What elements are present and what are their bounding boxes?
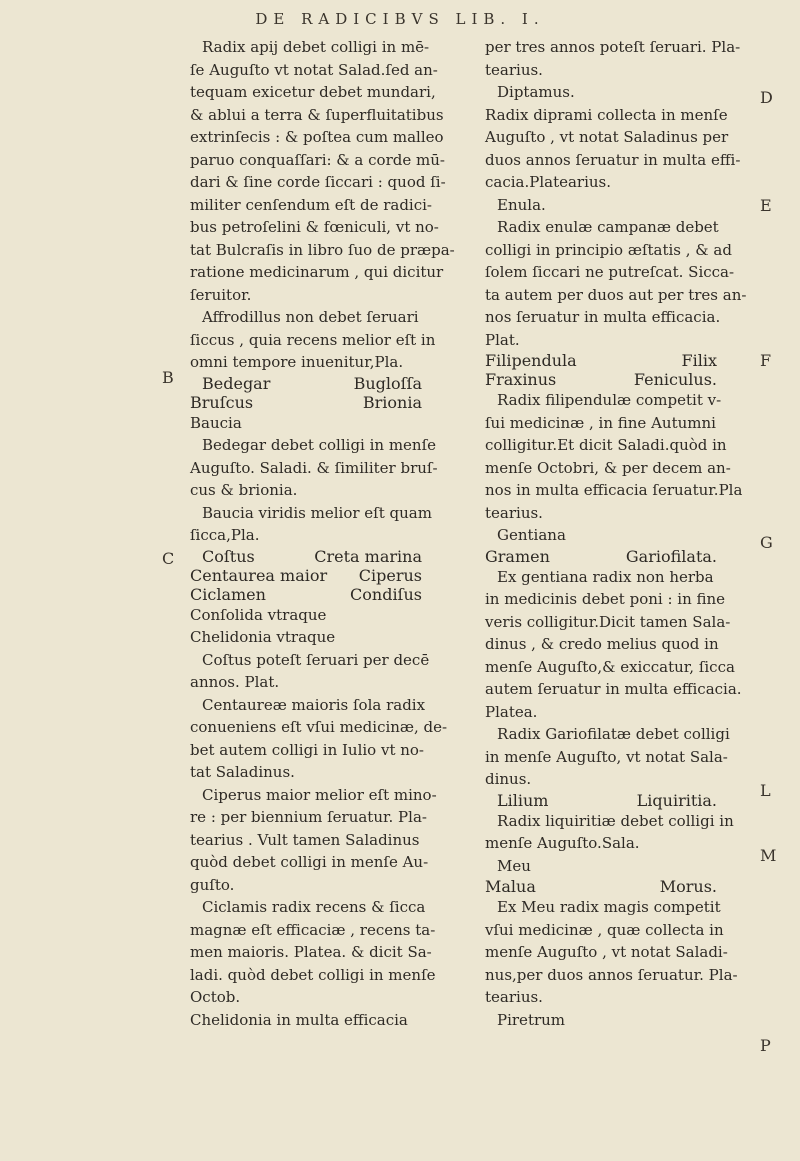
margin-letter-g: G <box>760 533 773 552</box>
text-line: ſiccus , quia recens melior eſt in <box>190 330 436 349</box>
text-line: tearius. <box>485 988 543 1006</box>
text-line: men maioris. Platea. & dicit Sa- <box>190 943 432 961</box>
herb-name: Liquiritia. <box>636 790 717 810</box>
text-line: magnæ eſt efficaciæ , recens ta- <box>190 920 436 939</box>
text-line: Octob. <box>190 988 241 1006</box>
text-line: Radix apij debet colligi in mē- <box>202 38 430 56</box>
herb-name: Filix <box>681 351 717 370</box>
text-line: dinus. <box>485 770 532 788</box>
text-line: bus petroſelini & fœniculi, vt no- <box>190 218 439 236</box>
text-line: extrinſecis : & poſtea cum malleo <box>190 128 444 146</box>
herb-name: Morus. <box>659 877 717 896</box>
text-line: ſe Auguſto vt notat Salad.ſed an- <box>190 60 438 79</box>
text-line: & ablui a terra & ſuperfluitatibus <box>190 105 444 124</box>
text-line: autem ſeruatur in multa efficacia. <box>485 680 742 698</box>
text-line: colligitur.Et dicit Saladi.quòd in <box>485 436 727 454</box>
text-line: ladi. quòd debet colligi in menſe <box>190 965 436 984</box>
text-line: Enula. <box>497 195 546 214</box>
text-line: annos. Plat. <box>190 673 280 691</box>
herb-name: Ciperus <box>358 565 422 585</box>
herb-name: Bugloſſa <box>353 373 422 393</box>
text-line: dari & ſine corde ſiccari : quod ſi- <box>190 173 446 191</box>
text-line: Auguſto , vt notat Saladinus per <box>485 128 729 146</box>
margin-letter-b: B <box>162 368 174 387</box>
text-line: ratione medicinarum , qui dicitur <box>190 263 444 281</box>
text-line: Conſolida vtraque <box>190 605 327 624</box>
herb-name: Bedegar <box>202 373 271 393</box>
text-line: Radix enulæ campanæ debet <box>497 218 719 236</box>
text-line: vſui medicinæ , quæ collecta in <box>485 920 724 939</box>
herb-name: Gariofilata. <box>625 546 717 566</box>
text-line: Affrodillus non debet ſeruari <box>202 308 419 326</box>
text-line: in medicinis debet poni : in fine <box>485 590 726 608</box>
text-line: Baucia <box>190 413 242 432</box>
herb-name: Bruſcus <box>190 392 254 412</box>
text-line: in menſe Auguſto, vt notat Sala- <box>485 747 728 766</box>
herb-name-pair <box>485 370 757 389</box>
margin-letter-c: C <box>162 549 175 568</box>
herb-name: Filipendula <box>485 351 577 370</box>
text-line: tequam exicetur debet mundari, <box>190 83 436 101</box>
text-line: ſicca,Pla. <box>190 526 260 544</box>
text-line: menſe Auguſto.Sala. <box>485 834 640 852</box>
text-line: per tres annos poteſt ſeruari. Pla- <box>485 38 741 56</box>
text-line: Meu <box>497 856 531 875</box>
text-line: cacia.Platearius. <box>485 173 612 191</box>
herb-name: Malua <box>485 877 536 896</box>
left-column <box>190 36 462 1031</box>
text-line: ſolem ſiccari ne putreſcat. Sicca- <box>485 263 735 281</box>
text-line: paruo conquaſſari: & a corde mū- <box>190 150 445 169</box>
text-line: Chelidonia vtraque <box>190 628 336 646</box>
herb-name: Lilium <box>497 790 549 810</box>
text-line: Piretrum <box>497 1010 566 1029</box>
text-line: Radix liquiritiæ debet colligi in <box>497 811 734 830</box>
margin-letter-p: P <box>760 1036 771 1055</box>
text-line: Auguſto. Saladi. & ſimiliter bruſ- <box>190 458 438 477</box>
text-line: menſe Octobri, & per decem an- <box>485 458 731 477</box>
text-line: guſto. <box>190 875 235 894</box>
text-line: re : per biennium ſeruatur. Pla- <box>190 808 427 826</box>
text-line: duos annos ſeruatur in multa effi- <box>485 150 741 169</box>
herb-name: Centaurea maior <box>190 565 328 585</box>
margin-letter-f: F <box>760 351 772 370</box>
margin-letter-l: L <box>760 781 771 800</box>
text-line: omni tempore inuenitur,Pla. <box>190 353 404 371</box>
herb-name-pair <box>190 393 462 412</box>
text-line: Diptamus. <box>497 83 575 101</box>
text-line: Centaureæ maioris ſola radix <box>202 695 426 714</box>
text-line: ſeruitor. <box>190 285 252 304</box>
text-line: tearius. <box>485 503 543 522</box>
text-line: Platea. <box>485 702 538 721</box>
margin-letter-d: D <box>760 88 773 107</box>
herb-name: Gramen <box>485 546 550 566</box>
text-line: Radix filipendulæ competit v- <box>497 391 722 409</box>
text-line: Ciclamis radix recens & ſicca <box>202 898 426 916</box>
text-line: tat Bulcraſis in libro ſuo de præpa- <box>190 240 455 259</box>
text-line: Ex gentiana radix non herba <box>497 567 714 586</box>
herb-name-pair <box>190 547 462 566</box>
text-line: nus,per duos annos ſeruatur. Pla- <box>485 965 738 984</box>
text-line: menſe Auguſto , vt notat Saladi- <box>485 943 728 961</box>
herb-name-pair <box>485 791 757 810</box>
text-line: nos ſeruatur in multa efficacia. <box>485 308 721 326</box>
herb-name: Fraxinus <box>485 370 557 389</box>
herb-name-pair <box>190 374 462 393</box>
text-line: tearius . Vult tamen Saladinus <box>190 830 420 849</box>
text-line: dinus , & credo melius quod in <box>485 635 719 653</box>
running-header: DE RADICIBVS LIB. I. <box>255 10 545 28</box>
margin-letter-e: E <box>760 196 772 215</box>
herb-name: Feniculus. <box>633 370 717 389</box>
margin-letter-m: M <box>760 846 777 865</box>
text-line: Radix diprami collecta in menſe <box>485 105 728 124</box>
text-line: Radix Gariofilatæ debet colligi <box>497 725 730 743</box>
text-line: colligi in principio æſtatis , & ad <box>485 240 732 259</box>
herb-name: Creta marina <box>314 546 422 566</box>
text-line: Baucia viridis melior eſt quam <box>202 503 432 522</box>
text-line: ſui medicinæ , in fine Autumni <box>485 413 716 432</box>
text-line: quòd debet colligi in menſe Au- <box>190 853 429 871</box>
text-line: cus & brionia. <box>190 481 298 499</box>
herb-name: Condiſus <box>350 584 422 604</box>
right-column <box>485 36 757 1031</box>
text-line: militer cenſendum eſt de radici- <box>190 195 432 214</box>
text-line: bet autem colligi in Iulio vt no- <box>190 740 425 759</box>
herb-name: Ciclamen <box>190 584 266 604</box>
text-line: tearius. <box>485 60 543 79</box>
text-line: Gentiana <box>497 526 566 544</box>
text-line: menſe Auguſto,& exiccatur, ſicca <box>485 657 735 676</box>
text-line: veris colligitur.Dicit tamen Sala- <box>485 612 731 631</box>
text-line: conueniens eſt vſui medicinæ, de- <box>190 718 448 736</box>
text-line: ta autem per duos aut per tres an- <box>485 285 747 304</box>
text-line: Ciperus maior melior eſt mino- <box>202 785 437 804</box>
text-line: Ex Meu radix magis competit <box>497 898 721 916</box>
herb-name-pair <box>190 566 462 585</box>
herb-name: Coſtus <box>202 546 255 566</box>
text-line: Plat. <box>485 330 520 349</box>
herb-name: Brionia <box>362 392 422 412</box>
text-line: Coſtus poteſt ſeruari per decē <box>202 650 430 669</box>
text-line: tat Saladinus. <box>190 763 295 781</box>
herb-name-pair <box>485 351 757 370</box>
text-line: Chelidonia in multa efficacia <box>190 1010 408 1029</box>
herb-name-pair <box>485 877 757 896</box>
herb-name-pair <box>485 547 757 566</box>
herb-name-pair <box>190 585 462 604</box>
text-line: nos in multa efficacia ſeruatur.Pla <box>485 481 743 499</box>
text-line: Bedegar debet colligi in menſe <box>202 436 437 454</box>
